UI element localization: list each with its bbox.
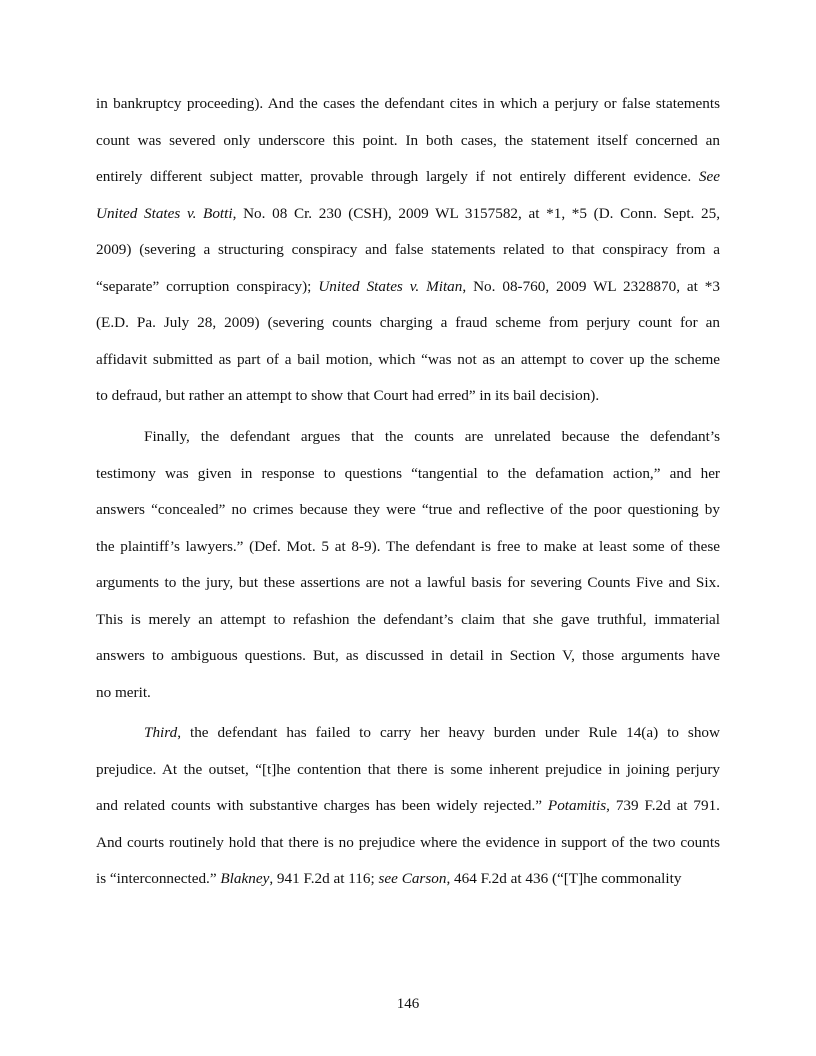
text-line: [96, 638, 720, 675]
text-line: [96, 419, 720, 456]
text-run: , No. 08-760, 2009 WL 2328870, at *3: [462, 277, 720, 295]
paragraph-3: [96, 715, 720, 898]
text-run: affidavit submitted as part of a bail motion, which “was not as an attempt to cover up the scheme: [96, 350, 720, 368]
text-line: [96, 456, 720, 493]
text-run: , 941 F.2d at 116;: [269, 870, 379, 887]
italic-citation: Blakney: [220, 870, 270, 887]
text-line: [96, 232, 720, 269]
text-run: , the defendant has failed to carry her heavy burden under Rule 14(a) to show: [177, 724, 720, 741]
text-line: [96, 196, 720, 233]
text-run: the plaintiff’s lawyers.” (Def. Mot. 5 at 8-9). The defendant is free to make at least some of these: [96, 537, 720, 555]
text-run: Finally, the defendant argues that the counts are unrelated because the defendant’s: [144, 428, 720, 445]
text-run: And courts routinely hold that there is no prejudice where the evidence in support of the two counts: [96, 833, 720, 851]
text-line: [96, 123, 720, 160]
text-run: answers to ambiguous questions. But, as discussed in detail in Section V, those arguments have: [96, 647, 720, 664]
text-run: to defraud, but rather an attempt to show that Court had erred” in its bail decision).: [96, 387, 600, 404]
italic-citation: United States v. Mitan: [318, 277, 463, 295]
paragraph-2: [96, 419, 720, 711]
text-line: [96, 825, 720, 862]
text-line: [96, 86, 720, 123]
text-line: [96, 675, 720, 712]
italic-citation: Third: [144, 724, 178, 741]
text-run: entirely different subject matter, provable through largely if not entirely different evidence.: [96, 168, 699, 185]
page-number: 146: [396, 996, 420, 1012]
text-line: [96, 342, 720, 379]
text-run: answers “concealed” no crimes because they were “true and reflective of the poor questioning by: [96, 501, 720, 518]
text-run: , 464 F.2d at 436 (“[T]he commonality: [446, 870, 682, 887]
italic-citation: See: [698, 168, 720, 185]
text-run: count was severed only underscore this point. In both cases, the statement itself concerned an: [96, 131, 720, 149]
text-run: (E.D. Pa. July 28, 2009) (severing counts charging a fraud scheme from perjury count for an: [96, 314, 720, 331]
text-run: arguments to the jury, but these assertions are not a lawful basis for severing Counts Five and Six.: [96, 574, 720, 591]
text-run: , No. 08 Cr. 230 (CSH), 2009 WL 3157582, at *1, *5 (D. Conn. Sept. 25,: [232, 204, 720, 222]
text-run: and related counts with substantive charges has been widely rejected.”: [96, 797, 548, 814]
text-line: [96, 715, 720, 752]
text-line: [96, 565, 720, 602]
paragraph-1: [96, 86, 720, 415]
text-line: [96, 492, 720, 529]
italic-citation: see Carson: [378, 870, 447, 887]
text-run: This is merely an attempt to refashion the defendant’s claim that she gave truthful, immaterial: [96, 610, 720, 628]
text-line: [96, 159, 720, 196]
text-line: [96, 788, 720, 825]
text-run: “separate” corruption conspiracy);: [96, 277, 319, 295]
text-line: [96, 752, 720, 789]
text-line: [96, 861, 720, 898]
text-run: in bankruptcy proceeding). And the cases the defendant cites in which a perjury or false statements: [96, 95, 720, 112]
text-run: 2009) (severing a structuring conspiracy and false statements related to that conspiracy from a: [96, 241, 720, 258]
text-run: no merit.: [96, 683, 151, 701]
text-line: [96, 269, 720, 306]
text-run: , 739 F.2d at 791.: [606, 797, 720, 814]
text-line: [96, 305, 720, 342]
text-line: [96, 529, 720, 566]
text-run: testimony was given in response to questions “tangential to the defamation action,” and her: [96, 464, 720, 482]
text-run: prejudice. At the outset, “[t]he contention that there is some inherent prejudice in joining perjury: [96, 760, 720, 778]
text-line: [96, 378, 720, 415]
text-line: [96, 602, 720, 639]
text-run: is “interconnected.”: [96, 870, 221, 887]
italic-citation: Potamitis: [547, 797, 607, 814]
italic-citation: United States v. Botti: [96, 204, 233, 222]
